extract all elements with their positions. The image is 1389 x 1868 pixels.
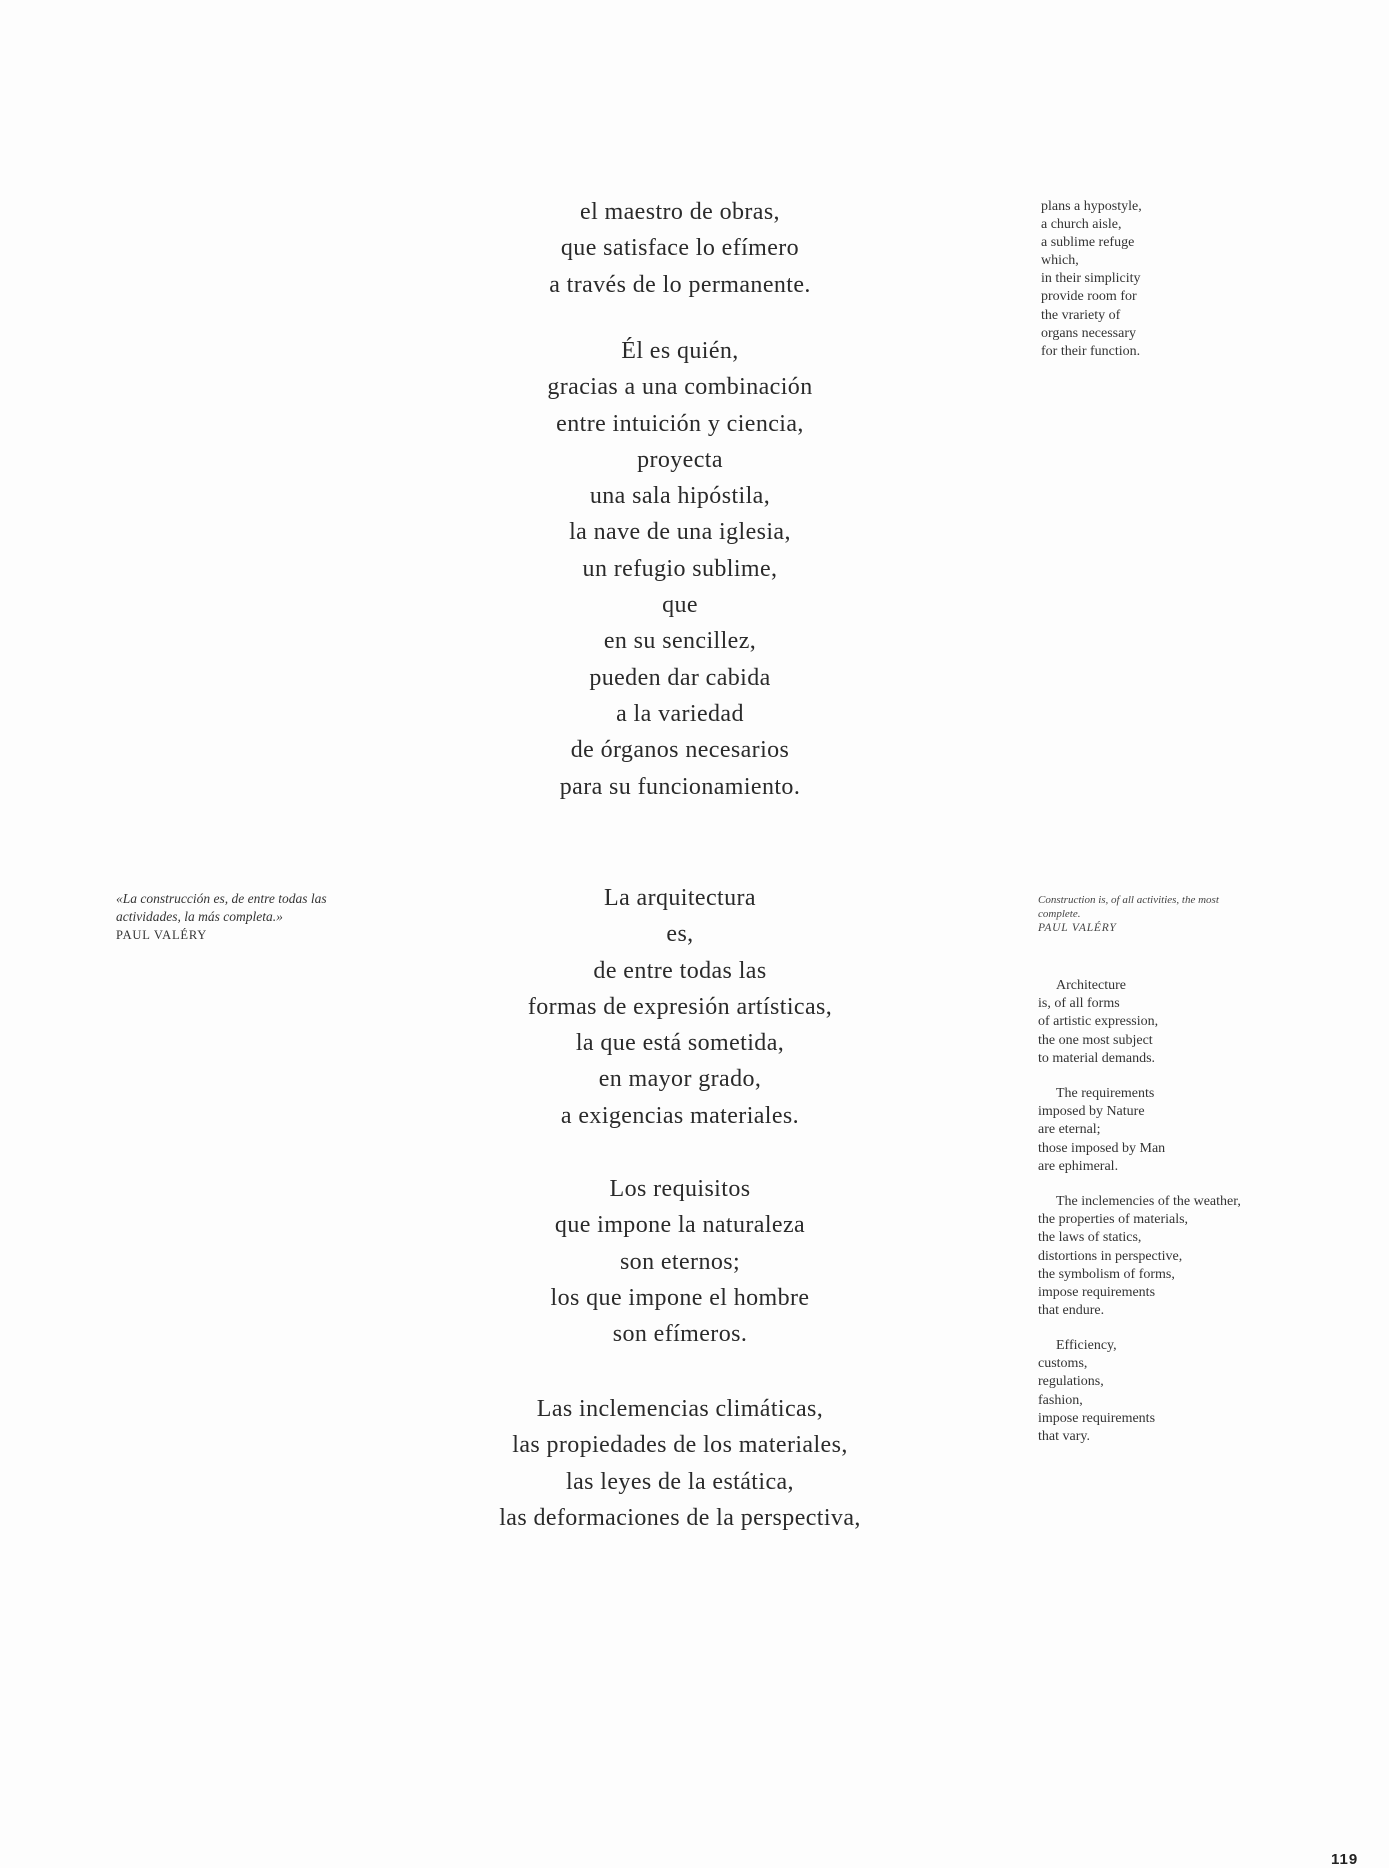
- translation-line: that vary.: [1038, 1429, 1090, 1445]
- poem-line: la nave de una iglesia,: [569, 519, 791, 546]
- poem-line: son eternos;: [619, 1248, 741, 1275]
- poem-line: un refugio sublime,: [582, 555, 778, 582]
- translation-line: are eternal;: [1038, 1122, 1101, 1138]
- poem-line: que impone la naturaleza: [554, 1212, 806, 1239]
- translation-line: organs necessary: [1041, 325, 1136, 341]
- quote-author: PAUL VALÉRY: [116, 928, 208, 942]
- quote-line: «La construcción es, de entre todas las: [116, 891, 327, 906]
- poem-line: Los requisitos: [609, 1176, 751, 1202]
- poem-line: formas de expresión artísticas,: [527, 993, 833, 1020]
- quote-spanish: [116, 890, 327, 944]
- poem-line: los que impone el hombre: [550, 1284, 810, 1311]
- translation-line: of artistic expression,: [1038, 1014, 1159, 1030]
- poem-line: pueden dar cabida: [589, 664, 771, 691]
- poem-line: una sala hipóstila,: [589, 483, 771, 510]
- translation-line: impose requirements: [1038, 1410, 1156, 1426]
- translation-line: is, of all forms: [1038, 996, 1120, 1012]
- translation-line: customs,: [1038, 1356, 1088, 1372]
- poem-line: La arquitectura: [604, 885, 756, 911]
- poem-line: que satisface lo efímero: [560, 235, 800, 262]
- poem-line: que: [662, 592, 698, 619]
- translation-block-2: [1038, 1085, 1165, 1176]
- translation-line: the laws of statics,: [1038, 1230, 1142, 1246]
- poem-line: en su sencillez,: [603, 628, 757, 655]
- translation-line: The requirements: [1056, 1086, 1155, 1101]
- translation-block-4: [1038, 1337, 1155, 1446]
- poem-stanza-5: [430, 1391, 930, 1536]
- quote-author: PAUL VALÉRY: [1038, 922, 1117, 934]
- translation-line: distortions in perspective,: [1038, 1248, 1183, 1264]
- poem-line: de órganos necesarios: [570, 737, 790, 764]
- translation-line: which,: [1041, 253, 1079, 269]
- translation-line: imposed by Nature: [1038, 1104, 1145, 1120]
- poem-line: a exigencias materiales.: [560, 1102, 800, 1129]
- translation-line: provide room for: [1041, 289, 1137, 305]
- translation-line: Efficiency,: [1056, 1338, 1117, 1353]
- poem-line: a la variedad: [616, 700, 744, 727]
- translation-line: fashion,: [1038, 1392, 1083, 1408]
- translation-line: a church aisle,: [1041, 217, 1122, 233]
- poem-line: es,: [666, 921, 694, 948]
- translation-line: those imposed by Man: [1038, 1140, 1166, 1156]
- translation-block-1: [1038, 977, 1158, 1068]
- translation-line: the properties of materials,: [1038, 1212, 1189, 1228]
- translation-block-3: [1038, 1193, 1241, 1320]
- poem-line: las leyes de la estática,: [566, 1468, 794, 1495]
- translation-line: for their function.: [1041, 343, 1141, 359]
- poem-line: las deformaciones de la perspectiva,: [499, 1504, 861, 1531]
- translation-top: [1041, 198, 1142, 361]
- poem-line: Las inclemencias climáticas,: [536, 1396, 824, 1422]
- translation-line: in their simplicity: [1041, 271, 1141, 287]
- poem-stanza-1: [430, 194, 930, 303]
- poem-line: de entre todas las: [593, 957, 767, 984]
- poem-line: gracias a una combinación: [547, 374, 813, 401]
- translation-line: regulations,: [1038, 1374, 1104, 1390]
- poem-line: a través de lo permanente.: [549, 271, 811, 298]
- poem-stanza-2: [430, 333, 930, 805]
- poem-line: las propiedades de los materiales,: [512, 1432, 848, 1459]
- quote-line: complete.: [1038, 908, 1081, 920]
- translation-line: plans a hypostyle,: [1041, 199, 1142, 214]
- translation-line: the symbolism of forms,: [1038, 1266, 1175, 1282]
- translation-line: The inclemencies of the weather,: [1056, 1194, 1241, 1209]
- poem-line: son efímeros.: [612, 1321, 748, 1348]
- poem-line: Él es quién,: [621, 338, 739, 364]
- poem-line: para su funcionamiento.: [559, 773, 801, 800]
- translation-line: the vrariety of: [1041, 307, 1121, 323]
- poem-line: el maestro de obras,: [580, 199, 780, 225]
- quote-english: [1038, 893, 1219, 935]
- translation-line: a sublime refuge: [1041, 235, 1135, 251]
- quote-line: Construction is, of all activities, the most: [1038, 894, 1219, 906]
- translation-line: are ephimeral.: [1038, 1158, 1119, 1174]
- translation-line: Architecture: [1056, 978, 1126, 993]
- translation-line: to material demands.: [1038, 1050, 1156, 1066]
- quote-line: actividades, la más completa.»: [116, 909, 283, 924]
- translation-line: impose requirements: [1038, 1285, 1156, 1301]
- poem-line: proyecta: [637, 446, 723, 473]
- translation-line: the one most subject: [1038, 1032, 1153, 1048]
- poem-line: entre intuición y ciencia,: [556, 410, 804, 437]
- poem-stanza-3: [430, 880, 930, 1134]
- poem-line: en mayor grado,: [598, 1066, 762, 1093]
- poem-line: la que está sometida,: [575, 1030, 785, 1057]
- translation-line: that endure.: [1038, 1303, 1105, 1319]
- poem-stanza-4: [430, 1171, 930, 1352]
- page-number: 119: [1331, 1851, 1359, 1868]
